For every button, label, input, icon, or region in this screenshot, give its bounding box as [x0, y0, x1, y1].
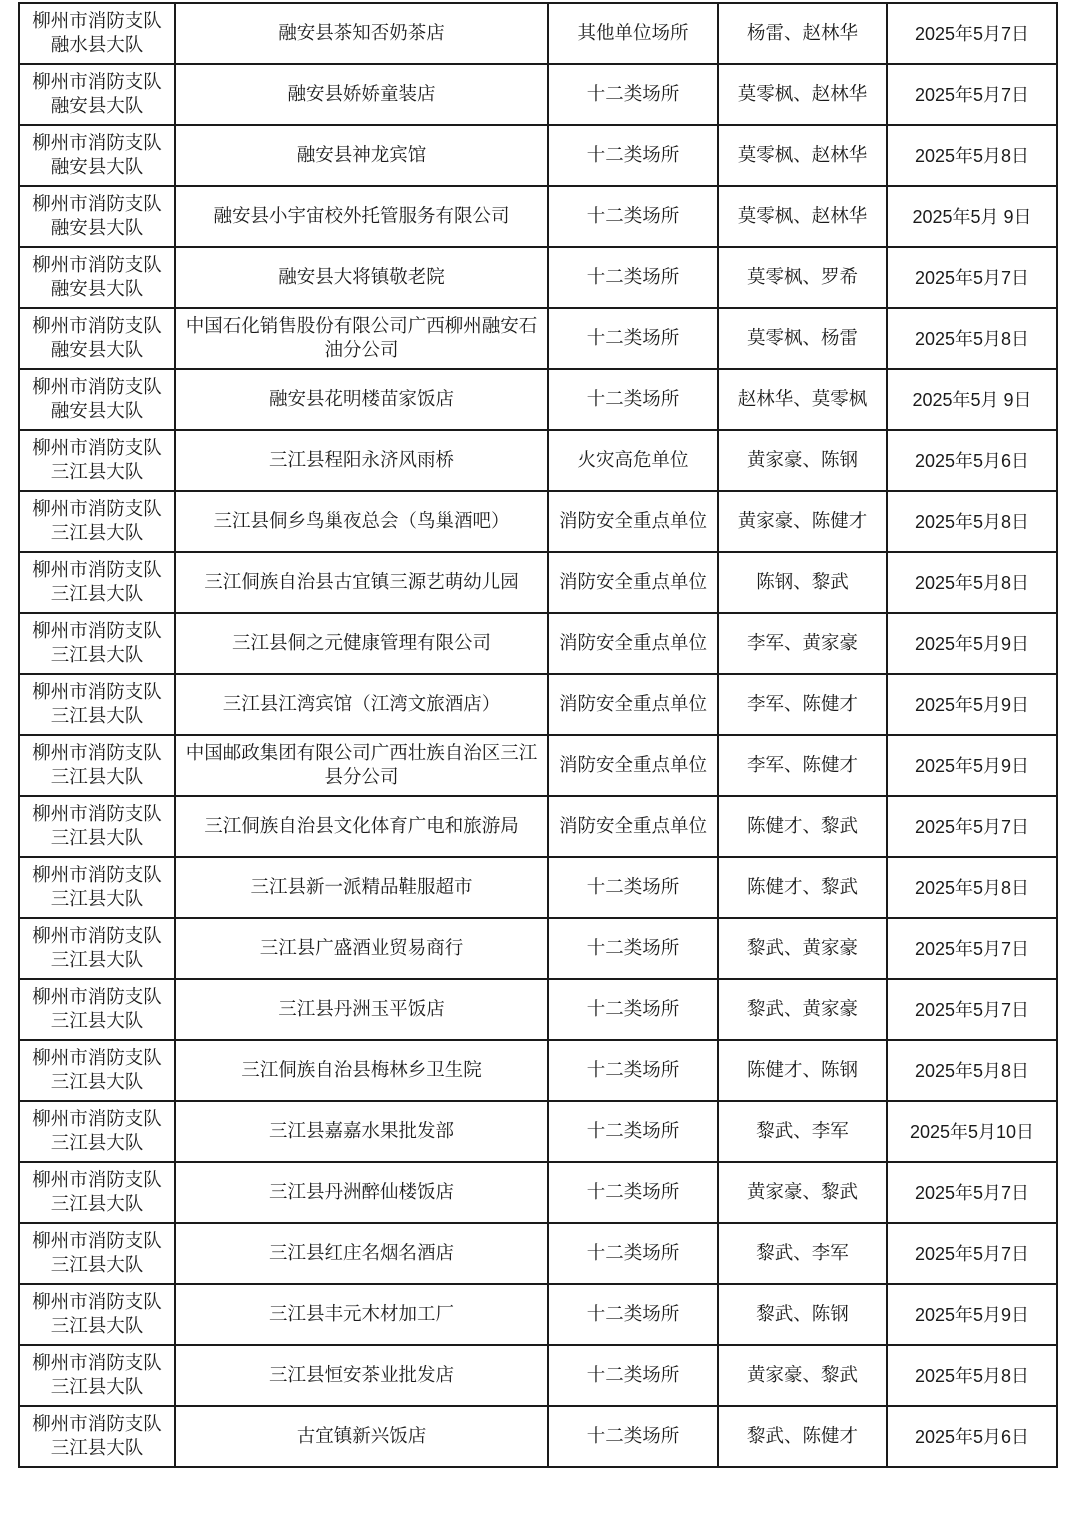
- unit-cell: [19, 857, 175, 918]
- unit-cell: [19, 308, 175, 369]
- place-type-cell: 消防安全重点单位: [548, 796, 718, 857]
- place-type-cell: 消防安全重点单位: [548, 491, 718, 552]
- inspectors-cell: 黄家豪、陈钢: [718, 430, 887, 491]
- inspection-date-cell: 2025年5月8日: [887, 857, 1057, 918]
- inspectors-cell: 黎武、陈健才: [718, 1406, 887, 1467]
- place-name-cell: 三江县侗乡鸟巢夜总会（鸟巢酒吧）: [175, 491, 548, 552]
- unit-brigade: 三江县大队: [50, 949, 144, 971]
- unit-detachment: 柳州市消防支队: [32, 254, 162, 276]
- inspectors-cell: 黄家豪、陈健才: [718, 491, 887, 552]
- unit-cell: [19, 1040, 175, 1101]
- unit-detachment: 柳州市消防支队: [32, 10, 162, 32]
- unit-cell: [19, 3, 175, 64]
- unit-cell: [19, 1101, 175, 1162]
- unit-brigade: 融安县大队: [50, 156, 144, 178]
- place-name-cell: 古宜镇新兴饭店: [175, 1406, 548, 1467]
- unit-cell: [19, 1162, 175, 1223]
- table-row: [19, 1162, 1057, 1223]
- unit-brigade: 三江县大队: [50, 522, 144, 544]
- unit-cell: [19, 247, 175, 308]
- unit-detachment: 柳州市消防支队: [32, 1352, 162, 1374]
- unit-brigade: 三江县大队: [50, 583, 144, 605]
- unit-detachment: 柳州市消防支队: [32, 925, 162, 947]
- table-row: [19, 735, 1057, 796]
- unit-detachment: 柳州市消防支队: [32, 620, 162, 642]
- unit-detachment: 柳州市消防支队: [32, 1230, 162, 1252]
- inspectors-cell: 黎武、李军: [718, 1101, 887, 1162]
- unit-brigade: 三江县大队: [50, 1437, 144, 1459]
- unit-cell: [19, 613, 175, 674]
- unit-cell: [19, 430, 175, 491]
- unit-detachment: 柳州市消防支队: [32, 681, 162, 703]
- place-type-cell: 十二类场所: [548, 308, 718, 369]
- table-row: [19, 1406, 1057, 1467]
- inspection-date-cell: 2025年5月 9日: [887, 186, 1057, 247]
- table-row: [19, 1345, 1057, 1406]
- inspectors-cell: 李军、黄家豪: [718, 613, 887, 674]
- unit-cell: [19, 491, 175, 552]
- place-type-cell: 消防安全重点单位: [548, 552, 718, 613]
- inspection-date-cell: 2025年5月6日: [887, 1406, 1057, 1467]
- unit-detachment: 柳州市消防支队: [32, 376, 162, 398]
- place-name-cell: 中国石化销售股份有限公司广西柳州融安石油分公司: [175, 308, 548, 369]
- place-type-cell: 十二类场所: [548, 1162, 718, 1223]
- unit-brigade: 三江县大队: [50, 888, 144, 910]
- table-row: [19, 918, 1057, 979]
- table-row: [19, 1284, 1057, 1345]
- inspection-date-cell: 2025年5月8日: [887, 1040, 1057, 1101]
- unit-brigade: 三江县大队: [50, 1376, 144, 1398]
- inspectors-cell: 黎武、陈钢: [718, 1284, 887, 1345]
- place-type-cell: 消防安全重点单位: [548, 613, 718, 674]
- table-row: [19, 186, 1057, 247]
- unit-brigade: 三江县大队: [50, 1193, 144, 1215]
- unit-detachment: 柳州市消防支队: [32, 1108, 162, 1130]
- unit-brigade: 三江县大队: [50, 1010, 144, 1032]
- place-name-cell: 三江县程阳永济风雨桥: [175, 430, 548, 491]
- unit-brigade: 融安县大队: [50, 400, 144, 422]
- unit-cell: [19, 369, 175, 430]
- place-name-cell: 中国邮政集团有限公司广西壮族自治区三江县分公司: [175, 735, 548, 796]
- unit-cell: [19, 1345, 175, 1406]
- unit-brigade: 融安县大队: [50, 95, 144, 117]
- inspection-date-cell: 2025年5月7日: [887, 1162, 1057, 1223]
- place-name-cell: 融安县茶知否奶茶店: [175, 3, 548, 64]
- unit-brigade: 三江县大队: [50, 644, 144, 666]
- table-row: [19, 1223, 1057, 1284]
- unit-detachment: 柳州市消防支队: [32, 437, 162, 459]
- place-type-cell: 消防安全重点单位: [548, 674, 718, 735]
- inspection-date-cell: 2025年5月8日: [887, 491, 1057, 552]
- place-type-cell: 十二类场所: [548, 979, 718, 1040]
- inspection-date-cell: 2025年5月8日: [887, 125, 1057, 186]
- inspection-date-cell: 2025年5月6日: [887, 430, 1057, 491]
- table-body: [19, 3, 1057, 1467]
- inspectors-cell: 莫零枫、罗希: [718, 247, 887, 308]
- inspectors-cell: 黄家豪、黎武: [718, 1162, 887, 1223]
- place-type-cell: 十二类场所: [548, 1223, 718, 1284]
- table-row: [19, 430, 1057, 491]
- inspectors-cell: 杨雷、赵林华: [718, 3, 887, 64]
- unit-brigade: 三江县大队: [50, 705, 144, 727]
- table-row: [19, 308, 1057, 369]
- unit-detachment: 柳州市消防支队: [32, 1047, 162, 1069]
- inspectors-cell: 莫零枫、赵林华: [718, 125, 887, 186]
- inspection-date-cell: 2025年5月10日: [887, 1101, 1057, 1162]
- table-row: [19, 247, 1057, 308]
- place-type-cell: 十二类场所: [548, 1284, 718, 1345]
- unit-cell: [19, 1223, 175, 1284]
- place-type-cell: 十二类场所: [548, 857, 718, 918]
- place-name-cell: 三江县丹洲玉平饭店: [175, 979, 548, 1040]
- inspectors-cell: 陈健才、黎武: [718, 857, 887, 918]
- place-name-cell: 三江县广盛酒业贸易商行: [175, 918, 548, 979]
- unit-brigade: 三江县大队: [50, 1132, 144, 1154]
- unit-detachment: 柳州市消防支队: [32, 803, 162, 825]
- place-name-cell: 三江县丹洲醉仙楼饭店: [175, 1162, 548, 1223]
- unit-detachment: 柳州市消防支队: [32, 986, 162, 1008]
- unit-cell: [19, 186, 175, 247]
- unit-detachment: 柳州市消防支队: [32, 498, 162, 520]
- place-type-cell: 其他单位场所: [548, 3, 718, 64]
- inspection-date-cell: 2025年5月8日: [887, 1345, 1057, 1406]
- place-name-cell: 融安县小宇宙校外托管服务有限公司: [175, 186, 548, 247]
- unit-cell: [19, 64, 175, 125]
- unit-detachment: 柳州市消防支队: [32, 864, 162, 886]
- unit-detachment: 柳州市消防支队: [32, 71, 162, 93]
- place-name-cell: 融安县花明楼苗家饭店: [175, 369, 548, 430]
- unit-detachment: 柳州市消防支队: [32, 742, 162, 764]
- unit-detachment: 柳州市消防支队: [32, 132, 162, 154]
- place-type-cell: 十二类场所: [548, 1345, 718, 1406]
- table-row: [19, 552, 1057, 613]
- inspection-date-cell: 2025年5月7日: [887, 3, 1057, 64]
- place-name-cell: 融安县大将镇敬老院: [175, 247, 548, 308]
- inspection-date-cell: 2025年5月7日: [887, 64, 1057, 125]
- place-name-cell: 三江县侗之元健康管理有限公司: [175, 613, 548, 674]
- place-type-cell: 十二类场所: [548, 247, 718, 308]
- unit-brigade: 融安县大队: [50, 217, 144, 239]
- unit-brigade: 融安县大队: [50, 278, 144, 300]
- unit-brigade: 三江县大队: [50, 461, 144, 483]
- place-type-cell: 十二类场所: [548, 1040, 718, 1101]
- unit-detachment: 柳州市消防支队: [32, 193, 162, 215]
- inspectors-cell: 黎武、李军: [718, 1223, 887, 1284]
- unit-cell: [19, 125, 175, 186]
- place-type-cell: 十二类场所: [548, 1101, 718, 1162]
- inspectors-cell: 陈健才、黎武: [718, 796, 887, 857]
- inspection-date-cell: 2025年5月9日: [887, 674, 1057, 735]
- table-row: [19, 1101, 1057, 1162]
- place-name-cell: 三江县新一派精品鞋服超市: [175, 857, 548, 918]
- place-type-cell: 消防安全重点单位: [548, 735, 718, 796]
- inspectors-cell: 赵林华、莫零枫: [718, 369, 887, 430]
- inspection-date-cell: 2025年5月9日: [887, 735, 1057, 796]
- inspection-date-cell: 2025年5月8日: [887, 552, 1057, 613]
- table-row: [19, 796, 1057, 857]
- place-name-cell: 三江侗族自治县文化体育广电和旅游局: [175, 796, 548, 857]
- unit-detachment: 柳州市消防支队: [32, 315, 162, 337]
- place-type-cell: 十二类场所: [548, 186, 718, 247]
- table-row: [19, 125, 1057, 186]
- unit-cell: [19, 552, 175, 613]
- table-row: [19, 64, 1057, 125]
- place-name-cell: 三江县江湾宾馆（江湾文旅酒店）: [175, 674, 548, 735]
- inspectors-cell: 李军、陈健才: [718, 735, 887, 796]
- unit-cell: [19, 1284, 175, 1345]
- inspectors-cell: 黄家豪、黎武: [718, 1345, 887, 1406]
- unit-detachment: 柳州市消防支队: [32, 559, 162, 581]
- place-type-cell: 十二类场所: [548, 918, 718, 979]
- unit-detachment: 柳州市消防支队: [32, 1413, 162, 1435]
- place-name-cell: 融安县娇娇童装店: [175, 64, 548, 125]
- unit-brigade: 三江县大队: [50, 1315, 144, 1337]
- unit-brigade: 三江县大队: [50, 1071, 144, 1093]
- place-name-cell: 三江县红庄名烟名酒店: [175, 1223, 548, 1284]
- place-name-cell: 融安县神龙宾馆: [175, 125, 548, 186]
- unit-cell: [19, 796, 175, 857]
- unit-detachment: 柳州市消防支队: [32, 1291, 162, 1313]
- inspectors-cell: 黎武、黄家豪: [718, 918, 887, 979]
- inspection-date-cell: 2025年5月9日: [887, 1284, 1057, 1345]
- place-name-cell: 三江侗族自治县古宜镇三源艺萌幼儿园: [175, 552, 548, 613]
- inspectors-cell: 莫零枫、赵林华: [718, 64, 887, 125]
- table-row: [19, 1040, 1057, 1101]
- place-name-cell: 三江县丰元木材加工厂: [175, 1284, 548, 1345]
- unit-brigade: 融水县大队: [50, 34, 144, 56]
- unit-brigade: 三江县大队: [50, 827, 144, 849]
- place-type-cell: 十二类场所: [548, 1406, 718, 1467]
- inspection-date-cell: 2025年5月7日: [887, 979, 1057, 1040]
- table-row: [19, 491, 1057, 552]
- inspectors-cell: 莫零枫、赵林华: [718, 186, 887, 247]
- inspection-date-cell: 2025年5月7日: [887, 247, 1057, 308]
- table-row: [19, 857, 1057, 918]
- unit-cell: [19, 918, 175, 979]
- table-row: [19, 613, 1057, 674]
- place-type-cell: 十二类场所: [548, 369, 718, 430]
- unit-cell: [19, 674, 175, 735]
- inspection-date-cell: 2025年5月8日: [887, 308, 1057, 369]
- place-name-cell: 三江侗族自治县梅林乡卫生院: [175, 1040, 548, 1101]
- table-row: [19, 674, 1057, 735]
- place-type-cell: 火灾高危单位: [548, 430, 718, 491]
- inspectors-cell: 陈钢、黎武: [718, 552, 887, 613]
- unit-brigade: 三江县大队: [50, 766, 144, 788]
- place-type-cell: 十二类场所: [548, 125, 718, 186]
- place-type-cell: 十二类场所: [548, 64, 718, 125]
- unit-detachment: 柳州市消防支队: [32, 1169, 162, 1191]
- place-name-cell: 三江县嘉嘉水果批发部: [175, 1101, 548, 1162]
- inspection-date-cell: 2025年5月7日: [887, 918, 1057, 979]
- unit-cell: [19, 1406, 175, 1467]
- table-row: [19, 369, 1057, 430]
- unit-brigade: 三江县大队: [50, 1254, 144, 1276]
- unit-brigade: 融安县大队: [50, 339, 144, 361]
- unit-cell: [19, 735, 175, 796]
- table-row: [19, 3, 1057, 64]
- unit-cell: [19, 979, 175, 1040]
- inspectors-cell: 黎武、黄家豪: [718, 979, 887, 1040]
- inspection-date-cell: 2025年5月 9日: [887, 369, 1057, 430]
- inspection-date-cell: 2025年5月7日: [887, 1223, 1057, 1284]
- inspection-table: [18, 2, 1058, 1468]
- inspection-date-cell: 2025年5月7日: [887, 796, 1057, 857]
- place-name-cell: 三江县恒安茶业批发店: [175, 1345, 548, 1406]
- inspection-date-cell: 2025年5月9日: [887, 613, 1057, 674]
- inspectors-cell: 陈健才、陈钢: [718, 1040, 887, 1101]
- inspectors-cell: 李军、陈健才: [718, 674, 887, 735]
- inspectors-cell: 莫零枫、杨雷: [718, 308, 887, 369]
- table-row: [19, 979, 1057, 1040]
